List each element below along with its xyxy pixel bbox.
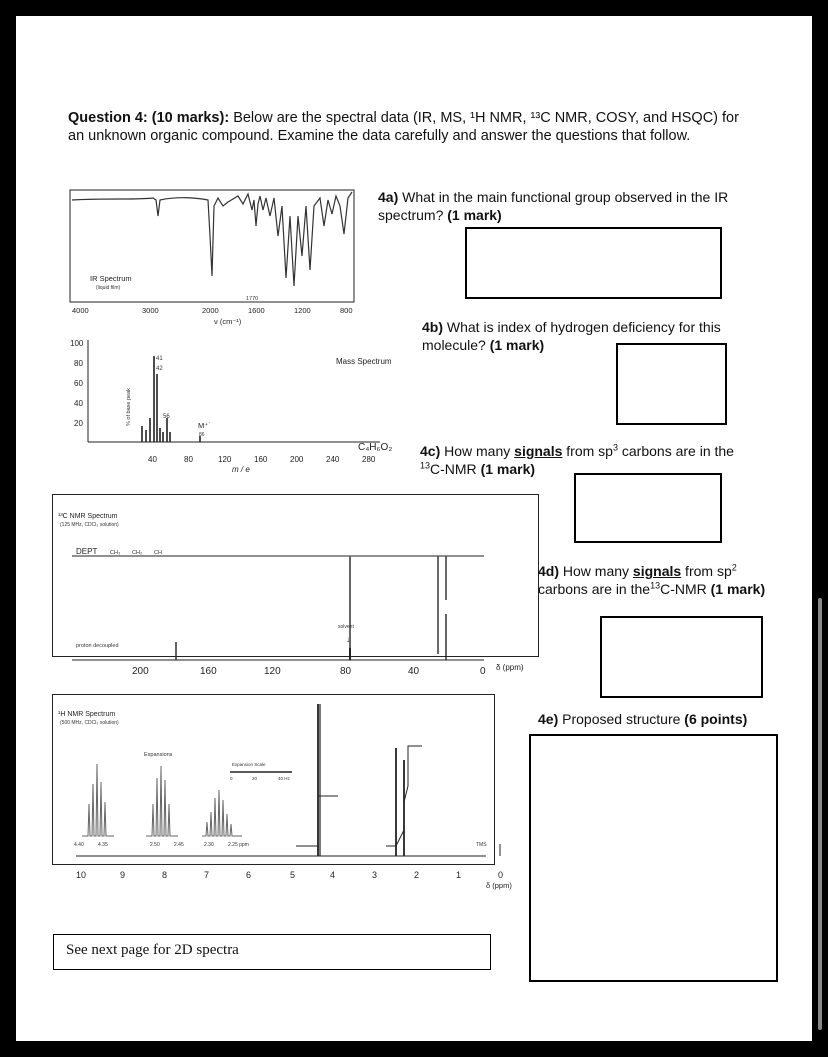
ms-xtick-40: 40 [148,455,157,464]
q4d-marks: (1 mark) [710,581,766,598]
q4c-marks: (1 mark) [480,461,536,478]
q4d-text-3: carbons are in the [538,581,651,598]
answer-box-4e[interactable] [529,734,778,982]
ir-spectrum [68,176,378,336]
q4b-marks: (1 mark) [489,337,545,354]
scale-tick-20: 20 [252,776,258,781]
ir-tick-1200: 1200 [294,306,311,315]
ms-xtick-280: 280 [362,455,376,464]
ms-peak-41-label: 41 [156,356,163,362]
ms-molecular-ion: M⁺˙ [198,421,211,430]
h1-xtick-8: 8 [162,870,168,880]
solvent-label: solvent [338,624,354,630]
h1-xtick-10: 10 [76,870,87,880]
dept-ch3-label: CH₃ [110,550,121,556]
c13-xunit: δ (ppm) [496,663,524,672]
question-title [68,110,758,145]
q4c-text-4: C-NMR [430,461,481,478]
mass-spectrum [60,334,400,474]
h1-xtick-5: 5 [290,870,296,880]
ms-xtick-240: 240 [326,455,340,464]
expansions-label: Expansions [144,752,173,758]
question-4d [538,562,778,598]
ms-ytick-40: 40 [74,399,83,408]
exp-tick-250: 2.50 [150,842,160,848]
q4e-text: Proposed structure [558,711,685,727]
ms-formula: C₄H₆O₂ [358,442,393,453]
q4e-number: 4e) [538,711,559,727]
q4e-marks: (6 points) [684,711,748,727]
q4c-signals: signals [514,443,563,459]
proton-decoupled-label: proton decoupled [76,643,119,649]
question-intro: Below are the spectral data (IR, MS, ¹H NMR, ¹³C NMR, COSY, and HSQC) for an unknown organic compound. Examine the data carefully and answer the questions that follow. [68,110,739,144]
h1-xtick-6: 6 [246,870,252,880]
tms-label: TMS [476,842,487,848]
c13-xtick-0: 0 [480,666,486,674]
q4a-text: What in the main functional group observed in the IR spectrum? [378,189,729,224]
q4b-text: What is index of hydrogen deficiency for this molecule? [422,319,721,354]
ms-ytick-60: 60 [74,379,83,388]
ms-xtick-200: 200 [290,455,304,464]
exp-tick-225: 2.25 ppm [228,842,249,848]
ms-xtick-80: 80 [184,455,193,464]
exp-tick-440: 4.40 [74,842,84,848]
scale-tick-40: 40 Hz [278,776,290,781]
c13-title: ¹³C NMR Spectrum [58,513,118,520]
dept-ch2-label: CH₂ [132,550,143,556]
q4a-marks: (1 mark) [447,207,502,224]
ms-title: Mass Spectrum [336,357,392,366]
h1-title: ¹H NMR Spectrum [58,711,116,718]
answer-box-4b[interactable] [616,343,727,425]
ms-xtick-160: 160 [254,455,268,464]
worksheet-page [16,16,812,1041]
exp-tick-230: 2.30 [204,842,214,848]
scrollbar[interactable] [818,598,822,1030]
ir-tick-3000: 3000 [142,306,159,315]
ms-ytick-80: 80 [74,359,83,368]
h1-xtick-4: 4 [330,870,336,880]
q4c-text-3: carbons are in the [618,443,734,459]
scale-tick-0: 0 [230,776,233,781]
question-4e [538,710,798,728]
ir-tick-4000: 4000 [72,306,89,315]
ms-peak-56-label: 56 [163,414,170,420]
dept-label: DEPT [76,547,98,556]
h1-xtick-3: 3 [372,870,378,880]
q4c-text-1: How many [440,443,515,459]
ir-tick-800: 800 [340,306,353,315]
h1-xunit: δ (ppm) [486,881,512,890]
q4d-sup13: 13 [650,580,661,591]
expansion-scale-label: Expansion Scale [232,762,266,767]
h1-xtick-9: 9 [120,870,126,880]
q4c-text-2: from sp [562,443,613,459]
answer-box-4d[interactable] [600,616,763,698]
c13-xtick-40: 40 [408,666,420,674]
q4d-number: 4d) [538,563,559,579]
answer-box-4a[interactable] [465,227,722,299]
ms-ylabel: % of base peak [126,388,132,426]
dept-ch-label: CH [154,550,162,556]
ms-ytick-20: 20 [74,419,83,428]
h1-xtick-2: 2 [414,870,420,880]
q4c-number: 4c) [420,443,441,459]
ms-ytick-100: 100 [70,339,84,348]
ms-molecular-ion-mass: 86 [199,432,205,438]
exp-tick-245: 2.45 [174,842,184,848]
q4c-sup: 3 [612,442,618,453]
next-page-note: See next page for 2D spectra [53,934,491,970]
ir-tick-2000: 2000 [202,306,219,315]
q4d-sup: 2 [731,562,737,573]
q4c-sup13: 13 [420,460,431,471]
c13-nmr-spectrum [52,494,542,674]
ms-peak-42-label: 42 [156,366,163,372]
ir-title: IR Spectrum [90,274,132,283]
c13-xtick-120: 120 [264,666,281,674]
ir-xlabel: ν (cm⁻¹) [214,317,242,326]
solvent-arrow-icon: ↓ [346,635,350,644]
c13-xtick-80: 80 [340,666,352,674]
h1-nmr-spectrum [52,694,522,894]
h1-subtitle: (500 MHz, CDCl₃ solution) [60,720,119,726]
exp-tick-435: 4.35 [98,842,108,848]
q4d-text-2: from sp [681,563,732,579]
c13-xtick-200: 200 [132,666,149,674]
q4b-number: 4b) [422,319,443,335]
ir-trace [72,192,352,286]
q4d-text-4: C-NMR [660,581,711,598]
ir-subtitle: (liquid film) [96,285,121,291]
ir-peak-label: 1770 [246,296,259,302]
h1-xtick-7: 7 [204,870,210,880]
question-heading: Question 4: (10 marks): [68,110,230,126]
q4a-number: 4a) [378,189,399,205]
q4d-text-1: How many [559,563,633,579]
question-4a [378,188,748,224]
ms-xtick-120: 120 [218,455,232,464]
ms-xlabel: m / e [232,465,250,474]
h1-xtick-0: 0 [498,870,504,880]
q4d-signals: signals [632,563,682,579]
h1-xtick-1: 1 [456,870,462,880]
answer-box-4c[interactable] [574,473,722,543]
c13-subtitle: (125 MHz, CDCl₃ solution) [60,522,119,528]
c13-xtick-160: 160 [200,666,217,674]
ir-tick-1600: 1600 [248,306,265,315]
